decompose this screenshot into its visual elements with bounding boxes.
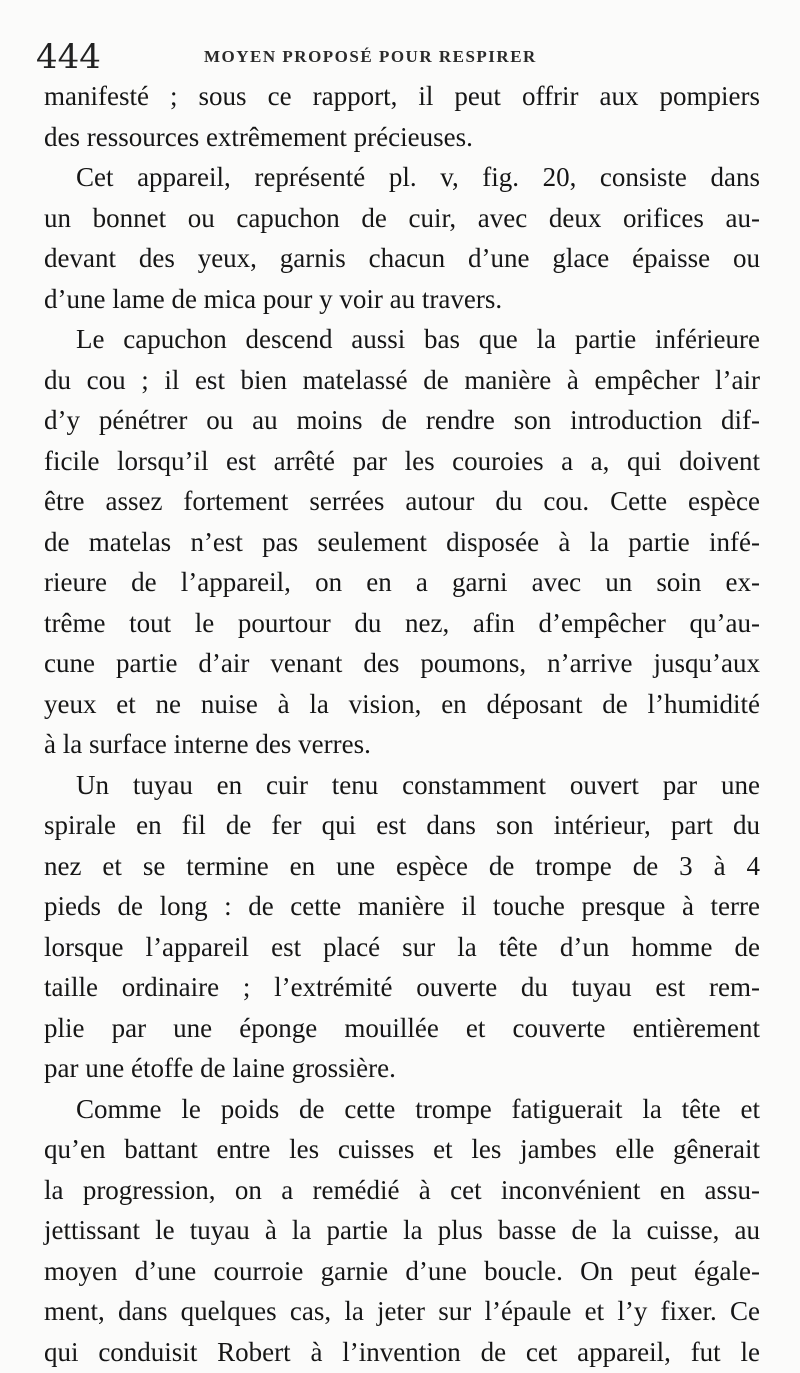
body-text [44,76,760,1372]
page-number: 444 [36,37,101,77]
text-line: de matelas n’est pas seulement disposée à la partie infé- [44,526,760,557]
text-line: rieure de l’appareil, on en a garni avec un soin ex- [44,567,760,597]
text-line: manifesté ; sous ce rapport, il peut offrir aux pompiers [44,81,760,111]
text-line: Un tuyau en cuir tenu constamment ouvert par une [76,769,760,800]
text-line: Comme le poids de cette trompe fatiguerait la tête et [76,1093,760,1124]
text-line: cune partie d’air venant des poumons, n’arrive jusqu’aux [44,648,760,678]
text-line: yeux et ne nuise à la vision, en déposant de l’humidité [44,688,760,719]
text-line: par une étoffe de laine grossière. [44,1053,396,1083]
page-header [36,34,764,80]
text-line: à la surface interne des verres. [44,729,371,759]
text-line: moyen d’une courroie garnie d’une boucle. On peut égale- [44,1255,760,1286]
text-line: d’une lame de mica pour y voir au travers. [44,283,503,314]
text-line: jettissant le tuyau à la partie la plus basse de la cuisse, au [44,1215,760,1245]
text-line: qui conduisit Robert à l’invention de cet appareil, fut le [44,1336,760,1367]
text-line: spirale en fil de fer qui est dans son intérieur, part du [44,810,760,840]
text-line: un bonnet ou capuchon de cuir, avec deux orifices au- [44,202,760,233]
text-line: du cou ; il est bien matelassé de manière à empêcher l’air [44,364,760,395]
text-line: trême tout le pourtour du nez, afin d’empêcher qu’au- [44,607,760,638]
text-line: taille ordinaire ; l’extrémité ouverte du tuyau est rem- [44,972,760,1002]
text-line: être assez fortement serrées autour du cou. Cette espèce [44,486,760,516]
text-line: lorsque l’appareil est placé sur la tête d’un homme de [44,931,760,962]
text-line: devant des yeux, garnis chacun d’une glace épaisse ou [44,243,760,273]
text-line: ficile lorsqu’il est arrêté par les couroies a a, qui doivent [44,445,760,476]
running-head: MOYEN PROPOSÉ POUR RESPIRER [204,47,537,66]
text-line: qu’en battant entre les cuisses et les jambes elle gênerait [44,1134,760,1164]
text-line: ment, dans quelques cas, la jeter sur l’épaule et l’y fixer. Ce [44,1296,760,1326]
text-line: Cet appareil, représenté pl. v, fig. 20, consiste dans [76,162,760,192]
text-line: pieds de long : de cette manière il touche presque à terre [44,891,760,921]
text-line: Le capuchon descend aussi bas que la partie inférieure [76,324,760,354]
text-line: d’y pénétrer ou au moins de rendre son introduction dif- [44,405,760,435]
text-line: plie par une éponge mouillée et couverte entièrement [44,1012,760,1043]
text-line: nez et se termine en une espèce de trompe de 3 à 4 [44,850,760,881]
text-line: la progression, on a remédié à cet inconvénient en assu- [44,1174,760,1205]
text-line: des ressources extrêmement précieuses. [44,121,473,152]
